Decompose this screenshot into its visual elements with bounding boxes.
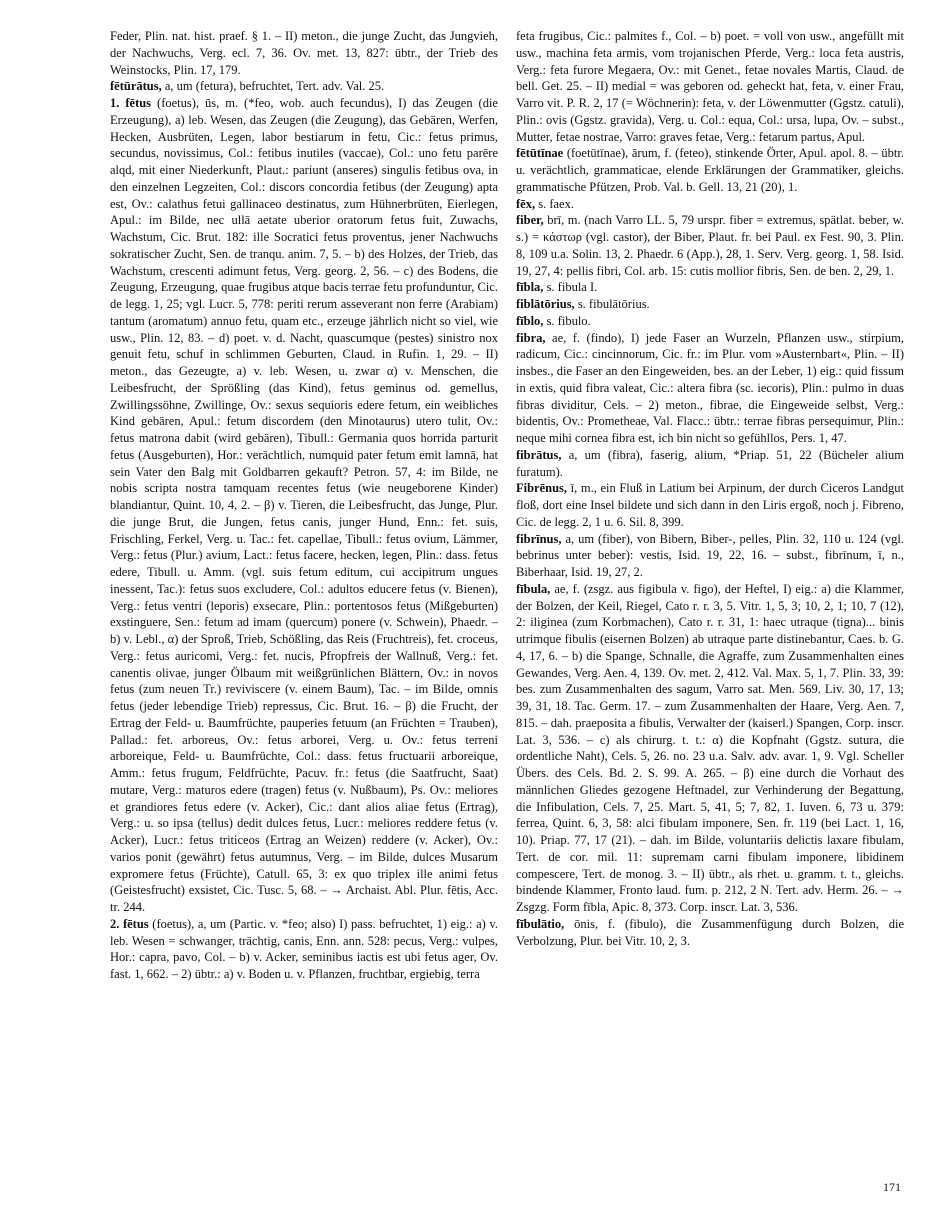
entry-headword: fībulātio, <box>516 916 565 931</box>
entry-text: s. fibulātōrius. <box>577 297 650 311</box>
entry-text: brī, m. (nach Varro LL. 5, 79 urspr. fiber = extremus, spätlat. beber, w. s.) = κάστωρ (vgl. castor), der Biber, Plaut. fr. bei Paul. ex Fest. 90, 3. Plin. 8, 109 u.a. Solin. 13, 2. Phaedr. 6 (App.), 28, 1. Serv. Verg. georg. 1, 58. Isid. 19, 27, 4: pellis fibri, Col. arb. 15: cutis mollior fibris, Sen. de ben. 2, 29, 1. <box>516 213 905 278</box>
dictionary-entry <box>516 196 904 213</box>
dictionary-entry <box>516 531 904 581</box>
entry-headword: fīblo, <box>516 313 544 328</box>
dictionary-entry <box>516 28 904 145</box>
dictionary-entry <box>516 480 904 530</box>
entry-text: (foetus), ūs, m. (*feo, wob. auch fecundus), I) das Zeugen (die Erzeugung), a) leb. Wesen, das Zeugen (die Zeugung), das Gebären, Werfen, Hecken, Ausbrüten, Legen, labor bestiarum in fetu, Cic.: fetus primus, secundus, novissimus, Col.: fetibus inutiles (vaccae), Col.: uno fetu parēre alqd, mit einer Niederkunft, Plaut.: pariunt (anseres) singulis fetibus ova, in den einzelnen Legzeiten, Col.: discors concordia fetibus (der Zeugung) apta est, Ov.: calathus fetui gallinaceo destinatus, zum Hühnerbrüten, Eierlegen, Apul.: im Bilde, nec ullā aetate uberior oratorum fetus fuit, Zuwachs, Wachstum, Cic. Brut. 182: ille Socratici fetus proventus, jener Nachwuchs sokratischer Zucht, Sen. de tranqu. anim. 7, 5. – b) des Holzes, der Trieb, das Wachstum, crescenti adimunt fetus, Verg. georg. 2, 56. – c) des Bodens, die Zeugung, Erzeugung, quae frugibus atque bacis terrae fetu profunduntur, Cic. de legg. 1, 25; vgl. Lucr. 5, 778: periti rerum asseverant non ferre (Arabiam) tantum (aromatum) annuo fetu, quam etc., erzeuge jährlich nicht so viel, wie usw., Plin. 12, 83. – d) poet. v. d. Nacht, quascumque (pestes) sinistro nox genuit fetu, schuf in schlimmen Geburten, Claud. in Rufin. 1, 29. – II) meton., das Gezeugte, a) v. leb. Wesen, u. zwar α) v. Menschen, die Leibesfrucht, der Sprößling (das Kind), fetus geminus od. gemellus, Zwillingssöhne, Zwillinge, Ov.: sexus sequioris edere fetum, ein weibliches Kind gebären, Apul.: fetum discordem (den Minotaurus) utero tulit, Ov.: fetus matrona dabit (wird gebären), Tibull.: Germania quos horrida parturit fetus (Ausgeburten), Hor.: verāchtlich, numquid pater fetum emit lamnā, hat sein Vater den Balg mit Goldbarren gekauft? Petron. 57, 4: im Bilde, ne nobis scripta nostra tamquam recentes fetus (wie neugeborene Kinder) blandiantur, Quint. 10, 4, 2. – β) v. Tieren, die Leibesfrucht, das Junge, Plur. die junge Brut, die Jungen, fetus canis, junger Hund, Enn.: fet. suis, Frischling, Ferkel, Verg. u. Tac.: fet. capellae, Tibull.: fetus ovium, Lämmer, Verg.: fetus (Plur.) avium, Lact.: fetus facere, hecken, legen, Plin.: dass. fetus edere, Tibull. u. Amm. (vgl. suis fetum editum, cui accipitrum ungues inessent, Tac.): fetus suos excludere, Col.: adultos educere fetus (v. Bienen), Verg.: fetus ventri (leporis) exsecare, Plin.: portentosos fetus (Mißgeburten) exstinguere, Sen.: fetum ad imam (quercum) ponere (v. Schwein), Phaedr. – b) v. Lebl., α) der Sproß, Trieb, Schößling, das Reis (Fruchtreis), fet. croceus, Verg.: fetus auricomi, Verg.: fet. nucis, Pfropfreis der Wallnuß, Verg.: fet. canentis olivae, junger Ölbaum mit weißgrünlichen Blättern, Ov.: in novos fetus (zum neuen Tr.) reviviscere (v. einem Baum), Tac. – im Bilde, omnis fetus (jeder lebendige Trieb) repressus, Cic. Brut. 16. – β) die Frucht, der Ertrag der Feld- u. Baumfrüchte, pauperies fetuum (an Früchten = Trauben), Pallad.: fet. arboreus, Ov.: fetus arborei, Verg. u. Ov.: fetus terreni arboreique, Feld- u. Baumfrüchte, Col.: dass. fetus fructuarii arboreique, Amm.: fetus frugum, Feldfrüchte, Pacuv. fr.: fetus (die Saatfrucht, Saat) mutare, Verg.: maturos edere (tragen) fetus (v. Nußbaum), Ps. Ov.: meliores et grandiores fetus edere (v. Acker), Cic.: dant alios aliae fetus (Ertrag), Verg.: u. so ipsa (tellus) dedit dulces fetus, Lucr.: meliores reddere fetus (v. Acker), Lucr.: fetus triticeos (Ertrag an Weizen) reddere (v. Acker), Ov.: varios ponit (gewährt) fetus autumnus, Verg. – im Bilde, dulces Musarum expromere fetus (Früchte), Catull. 65, 3: ex quo triplex ille animi fetus (Geistesfrucht) exsistet, Cic. Tusc. 5, 68. – → Archaist. Abl. Plur. fētis, Acc. tr. 244. <box>110 96 498 914</box>
dictionary-entry <box>110 916 498 983</box>
entry-headword: Fibrēnus, <box>516 481 568 496</box>
entry-headword: fibrātus, <box>516 447 562 462</box>
entry-text: s. fibula I. <box>546 280 598 295</box>
entry-text: ae, f. (findo), I) jede Faser an Wurzeln, Pflanzen usw., stirpium, radicum, Cic.: cincinnorum, Cic. fr.: im Plur. vom »Austernbart«, Plin. – II) insbes., die Faser an den Eingeweiden, bes. an der Leber, 1) eig.: quid fissum in extis, quid fibra valeat, Cic.: altera fibra (sc. iecoris), Plin.: pulmo in duas fibras dividitur, Cels. – 2) meton., fibrae, die Eingeweide selbst, Verg.: bidentis, Ov.: Prometheae, Val. Flacc.: übtr.: terrae fibras persequimur, Plin.: neque mihi cornea fibra est, ich bin nicht so gefühllos, Pers. 1, 47. <box>516 330 904 445</box>
entry-headword: fībula, <box>516 581 551 596</box>
entry-headword: fībla, <box>516 280 544 295</box>
dictionary-entry <box>516 296 904 313</box>
entry-text: (foetūtīnae), ārum, f. (feteo), stinkende Örter, Apul. apol. 8. – übtr. u. verächtlich, grammaticae, elende Erklärungen der Grammatiker, gleichs. grammatische Pfützen, Prob. Val. b. Gell. 13, 21 (20), 1. <box>516 146 905 194</box>
dictionary-entry <box>516 145 904 195</box>
entry-text: a, um (fiber), von Bibern, Biber-, pelles, Plin. 32, 110 u. 124 (vgl. bebrinus unter beber): vestis, Isid. 19, 22, 16. – subst., fibrīnum, ī, n., Biberhaar, Isid. 19, 27, 2. <box>516 531 905 579</box>
entry-headword: 2. fētus <box>110 916 149 931</box>
dictionary-entry <box>516 212 904 279</box>
entry-text: Feder, Plin. nat. hist. praef. § 1. – II) meton., die junge Zucht, das Jungvieh, der Nachwuchs, Verg. ecl. 7, 36. Ov. met. 13, 827: übtr., der Trieb des Weinstocks, Plin. 17, 179. <box>110 29 498 77</box>
entry-headword: fētūtīnae <box>516 146 564 161</box>
page-number: 171 <box>883 1180 901 1194</box>
entry-text: a, um (fibra), faserig, alium, *Priap. 51, 22 (Bücheler alium furatum). <box>516 447 904 479</box>
dictionary-entry <box>110 95 498 916</box>
dictionary-entry <box>516 916 904 950</box>
entry-text: s. faex. <box>538 196 574 211</box>
entry-text: (foetus), a, um (Partic. v. *feo; also) I) pass. befruchtet, 1) eig.: a) v. leb. Wesen = schwanger, trächtig, canis, Enn. ann. 528: pecus, Verg.: vulpes, Hor.: capra, pavo, Col. – b) v. Acker, seminibus iactis est ubi fetus ager, Ov. fast. 1, 662. – 2) übtr.: a) v. Boden u. v. Pflanzen, fruchtbar, ergiebig, terra <box>110 916 498 981</box>
entry-headword: fētūrātus, <box>110 79 162 94</box>
dictionary-entry <box>110 78 498 95</box>
right-column <box>516 28 904 949</box>
entry-text: a, um (fetura), befruchtet, Tert. adv. Val. 25. <box>164 79 385 94</box>
dictionary-entry <box>516 330 904 447</box>
dictionary-entry <box>110 28 498 78</box>
dictionary-entry <box>516 279 904 296</box>
dictionary-entry <box>516 581 904 916</box>
entry-headword: fiber, <box>516 213 544 228</box>
entry-text: ī, m., ein Fluß in Latium bei Arpinum, der durch Ciceros Landgut floß, dort eine Insel bildete und sich dann in den Liris ergoß, noch j. Fibreno, Cic. de legg. 2, 1 u. 6. Sil. 8, 399. <box>516 481 904 529</box>
dictionary-entry <box>516 313 904 330</box>
entry-text: s. fibulo. <box>546 313 591 328</box>
entry-headword: 1. fētus <box>110 96 152 110</box>
entry-text: ae, f. (zsgz. aus figibula v. figo), der Heftel, I) eig.: a) die Klammer, der Bolzen, der Keil, Riegel, Cato r. r. 3, 5. Vitr. 1, 5, 3; 10, 2, 1; 10, 7 (12), 2: iliginea (zum Korbmachen), Cato r. r. 31, 1: haec utraque (tigna)... binis utrimque fibulis (eisernen Bolzen) ab utraque parte distinebantur, Caes. b. G. 4, 17, 6. – b) die Spange, Schnalle, die Agraffe, zum Zusammenhalten eines Gewandes, Verg. Aen. 4, 139. Ov. met. 2, 412. Val. Max. 5, 1, 7. Plin. 33, 39: bes. zum Zusammenhalten des sagum, Varro sat. Men. 569. Liv. 30, 17, 13; 39, 31, 18. Tac. Germ. 17. – zum Zusammenhalten der Haare, Verg. Aen. 7, 815. – dah. praeposita a fibulis, Verwalter der (kaiserl.) Spangen, Corp. inscr. Lat. 3, 536. – c) als chirurg. t. t.: α) die Kopfnaht (Ggstz. sutura, die ordentliche Naht), Cels. 5, 26. no. 23 u.a. Salv. adv. avar. 1, 9. Vgl. Scheller Übers. des Cels. Bd. 2. S. 99. A. 265. – β) eine durch die Vorhaut des männlichen Gliedes gezogene Heftnadel, zur Verhinderung der Begattung, die Infibulation, Cels. 7, 25. Mart. 5, 41, 5; 7, 82, 1. Iuven. 6, 73 u. 379: ferrea, Quint. 6, 3, 58: alci fibulam imponere, Sen. fr. 119 (bei Lact. 1, 16, 10). Priap. 77, 17 (21). – dah. im Bilde, voluntariis delictis laxare fibulam, Tert. de cor. mil. 11: supremam carni fibulam imponere, libidinem compescere, Tert. de monog. 3. – II) übtr., als rhet. u. gramm. t. t., gleichs. bindende Klammer, Fronto laud. fum. p. 212, 2 N. Tert. adv. Herm. 26. – → Zsgzg. Form fībla, Apic. 8, 373. Corp. inscr. Lat. 3, 536. <box>516 581 905 914</box>
left-column <box>110 28 498 983</box>
entry-headword: fibrīnus, <box>516 531 562 546</box>
entry-headword: fēx, <box>516 196 536 211</box>
entry-headword: fibra, <box>516 330 546 345</box>
entry-headword: fiblātōrius, <box>516 297 575 311</box>
dictionary-entry <box>516 447 904 481</box>
entry-text: feta frugibus, Cic.: palmites f., Col. – b) poet. = voll von usw., angefüllt mit usw., machina feta armis, vom trojanischen Pferde, Verg.: loca feta austris, Verg.: feta furore Megaera, Ov.: mit Genet., fetae novales Martis, Claud. de bell. Get. 25. – II) medial = was geboren od. geheckt hat, feta, v. einer Frau, Varro vit. P. R. 2, 17 (= Wöchnerin): feta, v. der Löwenmutter (Ggstz. catuli), Plin.: ovis (Ggstz. gravida), Verg. u. Col.: equa, Col.: ursa, lupa, Ov. – subst., Mutter, fetae nostrae, Varro: graves fetae, Verg.: fetarum partus, Apul. <box>516 29 904 144</box>
entry-text: ōnis, f. (fibulo), die Zusammenfügung durch Bolzen, die Verbolzung, Plur. bei Vitr. 10, 2, 3. <box>516 916 904 948</box>
